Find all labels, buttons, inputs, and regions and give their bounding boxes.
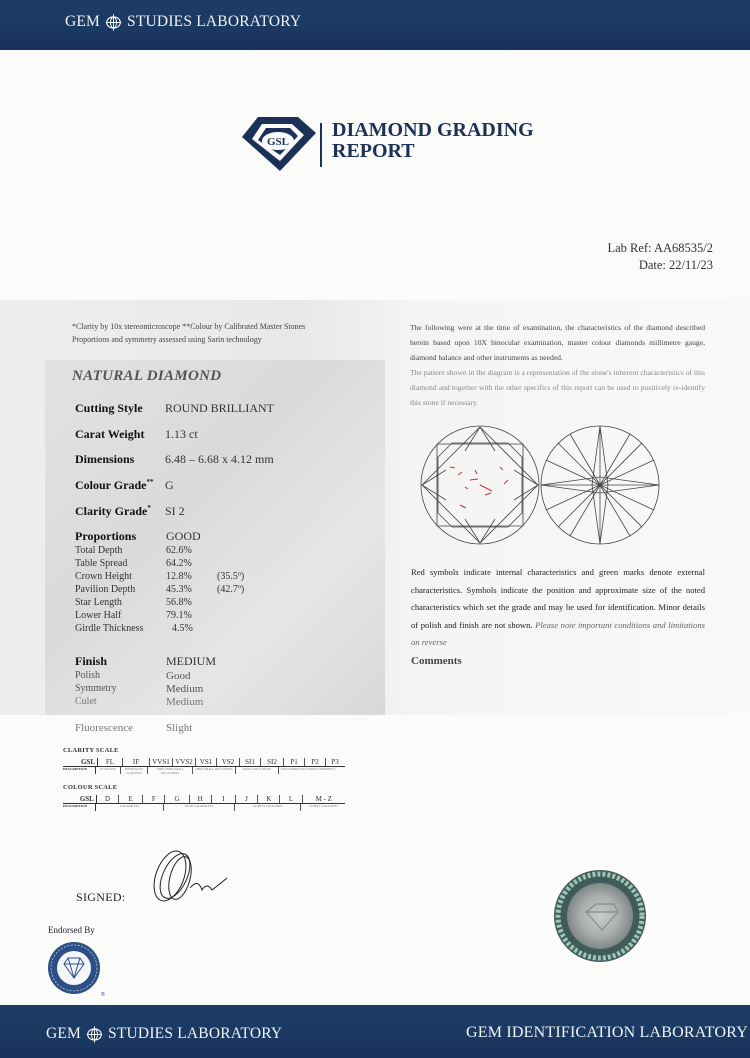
footer-gem: GEM [46, 1025, 82, 1042]
clarity-grade-cell: VS1 [196, 758, 217, 766]
clarity-grade-cell: VVS1 [150, 758, 173, 766]
signature-scribble [135, 848, 235, 910]
clarity-grade-cell: FL [98, 758, 123, 766]
colour-grade-cell: F [143, 795, 165, 803]
proportion-value: 56.8% [166, 597, 192, 608]
plot-legend-text [411, 564, 705, 652]
globe-crosshair-icon [86, 1026, 103, 1043]
proportion-angle: (42.7º) [217, 584, 245, 595]
proportion-label: Lower Half [75, 610, 122, 621]
clarity-desc-cell: INTERNALLY FLAWLESS [121, 767, 148, 774]
gemmological-association-seal [46, 940, 104, 998]
pavilion-view-diagram [541, 426, 659, 544]
spec-label-text: Clarity Grade [75, 504, 148, 518]
proportion-label: Girdle Thickness [75, 623, 144, 634]
fluorescence-value: Slight [166, 722, 193, 734]
footer-studies: STUDIES LABORATORY [108, 1025, 283, 1042]
footnote-line-1: *Clarity by 10x stereomicroscope **Colour by Calibrated Master Stones [72, 322, 306, 331]
title-divider [320, 123, 322, 167]
scale-head: GSL [63, 795, 97, 803]
report-title-block [240, 115, 560, 175]
report-date: Date: 22/11/23 [638, 258, 713, 272]
clarity-scale-grades [63, 756, 345, 767]
finish-item-label: Symmetry [75, 683, 117, 694]
proportion-value: 4.5% [172, 623, 193, 634]
finish-row [75, 670, 246, 682]
colour-desc-cell: LIGHTLY COLOURED [235, 804, 302, 811]
clarity-grade-cell: VVS2 [173, 758, 196, 766]
proportion-label: Pavilion Depth [75, 584, 136, 595]
clarity-grade-cell: SI1 [240, 758, 261, 766]
spec-label: Carat Weight [75, 427, 145, 441]
colour-desc-cell: VISIBLY COLOURED [308, 804, 338, 808]
finish-item-label: Culet [75, 696, 97, 707]
spec-value: 6.48 – 6.68 x 4.12 mm [165, 452, 274, 466]
clarity-grade-cell: SI2 [261, 758, 284, 766]
colour-scale-title: COLOUR SCALE [63, 784, 118, 791]
proportion-row [75, 610, 208, 622]
colour-scale [63, 784, 345, 811]
colour-grade-cell: E [119, 795, 143, 803]
spec-label [75, 478, 165, 493]
footer-band [0, 1005, 750, 1058]
clarity-grade-cell: P2 [305, 758, 326, 766]
colour-grade-cell: K [258, 795, 280, 803]
finish-row [75, 696, 246, 708]
finish-item-value: Medium [166, 683, 204, 695]
clarity-desc-cell: VERY VERY SMALL INCLUSIONS [148, 767, 193, 774]
clarity-desc-cell: VERY SMALL INCLUSIONS [193, 767, 236, 774]
spec-label: Cutting Style [75, 401, 143, 415]
proportion-label: Star Length [75, 597, 122, 608]
clarity-desc-cell: SMALL INCLUSIONS [236, 767, 279, 774]
fluorescence-label: Fluorescence [75, 722, 134, 734]
spec-row-colour-grade [75, 478, 174, 493]
finish-item-value: Medium [166, 696, 204, 708]
intro-paragraph-2: The pattern shown in the diagram is a representation of the stone's inherent characteristics of this diamond and together with the other specifics of this report can be used to positively re-identify this stone if necessary. [410, 368, 705, 407]
internal-inclusion-marks [450, 467, 508, 508]
intro-text [410, 320, 705, 410]
finish-item-label: Polish [75, 670, 101, 681]
finish-row [75, 683, 246, 695]
clarity-scale [63, 747, 345, 774]
scale-head: GSL [63, 758, 98, 766]
finish-item-value: Good [166, 670, 191, 682]
clarity-scale-title: CLARITY SCALE [63, 747, 119, 754]
lab-ref-number: Lab Ref: AA68535/2 [607, 241, 713, 255]
proportion-row [75, 597, 208, 609]
proportions-header [75, 530, 208, 542]
colour-grade-cell: I [212, 795, 236, 803]
clarity-grade-cell: VS2 [217, 758, 240, 766]
spec-row-dimensions [75, 452, 274, 467]
proportion-value: 45.3% [166, 584, 192, 595]
signed-label: SIGNED: [76, 890, 126, 904]
proportions-label: Proportions [75, 529, 137, 543]
colour-desc-cell: COLOURLESS [96, 804, 165, 811]
spec-label-text: Colour Grade [75, 478, 147, 492]
svg-text:®: ® [101, 992, 105, 998]
colour-grade-cell: G [165, 795, 189, 803]
footnotes [72, 320, 305, 346]
proportion-angle: (35.5º) [217, 571, 245, 582]
finish-label: Finish [75, 654, 108, 668]
fluorescence-row [75, 722, 246, 734]
lab-name-gem: GEM [65, 13, 101, 30]
clarity-plot-diagrams [420, 425, 720, 560]
lab-name-studies: STUDIES LABORATORY [127, 13, 302, 30]
logo-text: GSL [266, 136, 290, 148]
proportions-grade: GOOD [166, 529, 201, 543]
clarity-grade-cell: P1 [284, 758, 305, 766]
hologram-seal [552, 868, 648, 964]
proportion-label: Crown Height [75, 571, 132, 582]
scale-desc-head: DESCRIPTION [63, 804, 96, 811]
proportion-row [75, 584, 244, 596]
clarity-grade-cell: IF [123, 758, 150, 766]
colour-grade-cell: L [280, 795, 302, 803]
proportion-row [75, 623, 214, 635]
spec-value: 1.13 ct [165, 427, 198, 441]
proportion-value: 12.8% [166, 571, 192, 582]
footnote-marker: ** [146, 478, 154, 486]
clarity-scale-descriptions [63, 767, 345, 774]
title-line-2: REPORT [332, 140, 415, 162]
gsl-diamond-logo [240, 115, 318, 173]
proportion-value: 64.2% [166, 558, 192, 569]
clarity-grade-cell: P3 [331, 758, 339, 766]
spec-label [75, 504, 165, 519]
spec-row-clarity-grade [75, 504, 185, 519]
intro-paragraph-1: The following were at the time of examination, the characteristics of the diamond described herein based upon 10X binocular examination, master colour diamonds millimetre gauge, diamond balance and other instruments as needed. [410, 323, 705, 362]
footnote-marker: * [147, 504, 151, 512]
scale-desc-head: DESCRIPTION [63, 767, 96, 774]
colour-grade-cell: D [97, 795, 119, 803]
spec-value: ROUND BRILLIANT [165, 401, 274, 415]
colour-grade-cell: H [190, 795, 212, 803]
proportion-row [75, 558, 208, 570]
title-line-1: DIAMOND GRADING [332, 119, 534, 141]
footer-lab-name-right: GEM IDENTIFICATION LABORATORY [466, 1024, 748, 1041]
finish-grade: MEDIUM [166, 654, 216, 668]
spec-label: Dimensions [75, 452, 135, 466]
clarity-desc-cell: FLAWLESS [96, 767, 121, 774]
proportion-row [75, 571, 244, 583]
colour-grade-cell: M - Z [315, 795, 332, 803]
proportion-label: Table Spread [75, 558, 128, 569]
spec-value: SI 2 [165, 504, 185, 518]
colour-grade-cell: J [236, 795, 258, 803]
header-band [0, 0, 750, 50]
report-title [332, 120, 534, 162]
spec-value: G [165, 478, 174, 492]
endorsed-by-label: Endorsed By [48, 925, 95, 935]
colour-scale-grades [63, 793, 345, 804]
footnote-line-2: Proportions and symmetry assessed using Sarin technology [72, 335, 262, 344]
colour-desc-cell: NEAR COLOURLESS [164, 804, 235, 811]
proportion-value: 79.1% [166, 610, 192, 621]
lab-name-header [65, 13, 301, 31]
comments-label: Comments [411, 655, 462, 667]
spec-row-cutting-style [75, 401, 274, 416]
plot-legend-main: Red symbols indicate internal characteristics and green marks denote external characteristics. Symbols indicate the position and approximate size of the noted characteristics which set the grade and may be used for identification. Minor details of polish and finish are not shown. [411, 567, 705, 630]
globe-crosshair-icon [105, 14, 122, 31]
finish-header [75, 654, 216, 668]
proportion-row [75, 545, 208, 557]
diamond-plot-svg [420, 425, 720, 555]
proportion-value: 62.6% [166, 545, 192, 556]
spec-row-carat-weight [75, 427, 198, 442]
plot-legend-note: Please note important conditions and limitations on reverse [411, 619, 706, 647]
clarity-desc-cell: NOTICEABLE INCLUSIONS IMPERFECT [280, 767, 336, 771]
lab-reference [607, 240, 713, 274]
colour-scale-descriptions [63, 804, 345, 811]
footer-lab-name-left [46, 1025, 282, 1043]
proportion-label: Total Depth [75, 545, 123, 556]
section-title-natural-diamond: NATURAL DIAMOND [72, 368, 222, 384]
